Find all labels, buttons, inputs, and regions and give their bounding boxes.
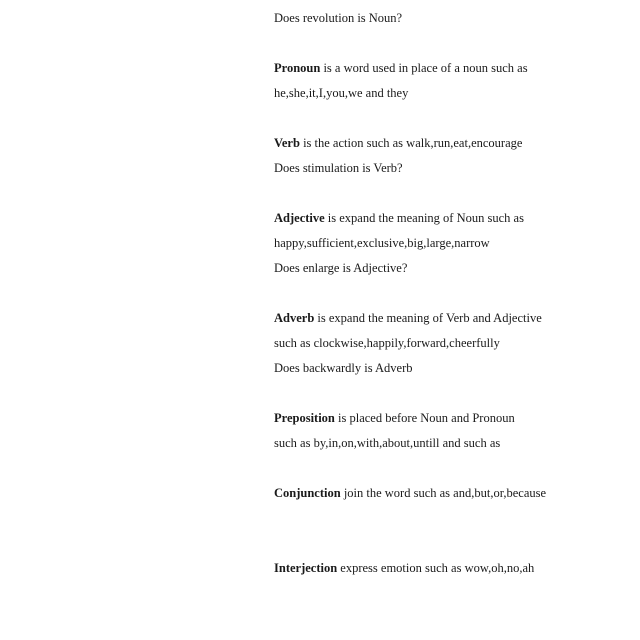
preposition-definition <box>274 410 515 426</box>
preposition-term: Preposition <box>274 411 335 425</box>
verb-question-text: Does stimulation is Verb? <box>274 161 403 175</box>
adjective-definition <box>274 210 524 226</box>
interjection-definition <box>274 560 534 576</box>
pronoun-definition-text: is a word used in place of a noun such as <box>320 61 528 75</box>
adverb-question <box>274 360 413 376</box>
verb-question <box>274 160 403 176</box>
noun-question-text: Does revolution is Noun? <box>274 11 403 25</box>
preposition-examples <box>274 435 500 451</box>
interjection-term: Interjection <box>274 561 338 575</box>
preposition-definition-text: is placed before Noun and Pronoun <box>334 411 515 425</box>
pronoun-examples-text: he,she,it,I,you,we and they <box>274 86 409 100</box>
adverb-definition <box>274 310 542 326</box>
adverb-question-text: Does backwardly is Adverb <box>274 361 413 375</box>
adjective-question-text: Does enlarge is Adjective? <box>274 261 408 275</box>
adjective-definition-text: is expand the meaning of Noun such as <box>324 211 524 225</box>
conjunction-definition <box>274 485 546 501</box>
pronoun-examples <box>274 85 408 101</box>
adjective-question <box>274 260 407 276</box>
verb-term: Verb <box>274 136 300 150</box>
conjunction-definition-text: join the word such as and,but,or,because <box>340 486 547 500</box>
adverb-term: Adverb <box>274 311 315 325</box>
adjective-examples <box>274 235 490 251</box>
pronoun-term: Pronoun <box>274 61 321 75</box>
adjective-term: Adjective <box>274 211 325 225</box>
interjection-definition-text: express emotion such as wow,oh,no,ah <box>337 561 535 575</box>
adverb-examples <box>274 335 500 351</box>
preposition-examples-text: such as by,in,on,with,about,untill and such as <box>274 436 501 450</box>
pronoun-definition <box>274 60 528 76</box>
adverb-definition-text: is expand the meaning of Verb and Adjective <box>314 311 542 325</box>
conjunction-term: Conjunction <box>274 486 341 500</box>
verb-definition-text: is the action such as walk,run,eat,encourage <box>299 136 523 150</box>
adverb-examples-text: such as clockwise,happily,forward,cheerfully <box>274 336 500 350</box>
adjective-examples-text: happy,sufficient,exclusive,big,large,narrow <box>274 236 490 250</box>
noun-question <box>274 10 402 26</box>
verb-definition <box>274 135 522 151</box>
